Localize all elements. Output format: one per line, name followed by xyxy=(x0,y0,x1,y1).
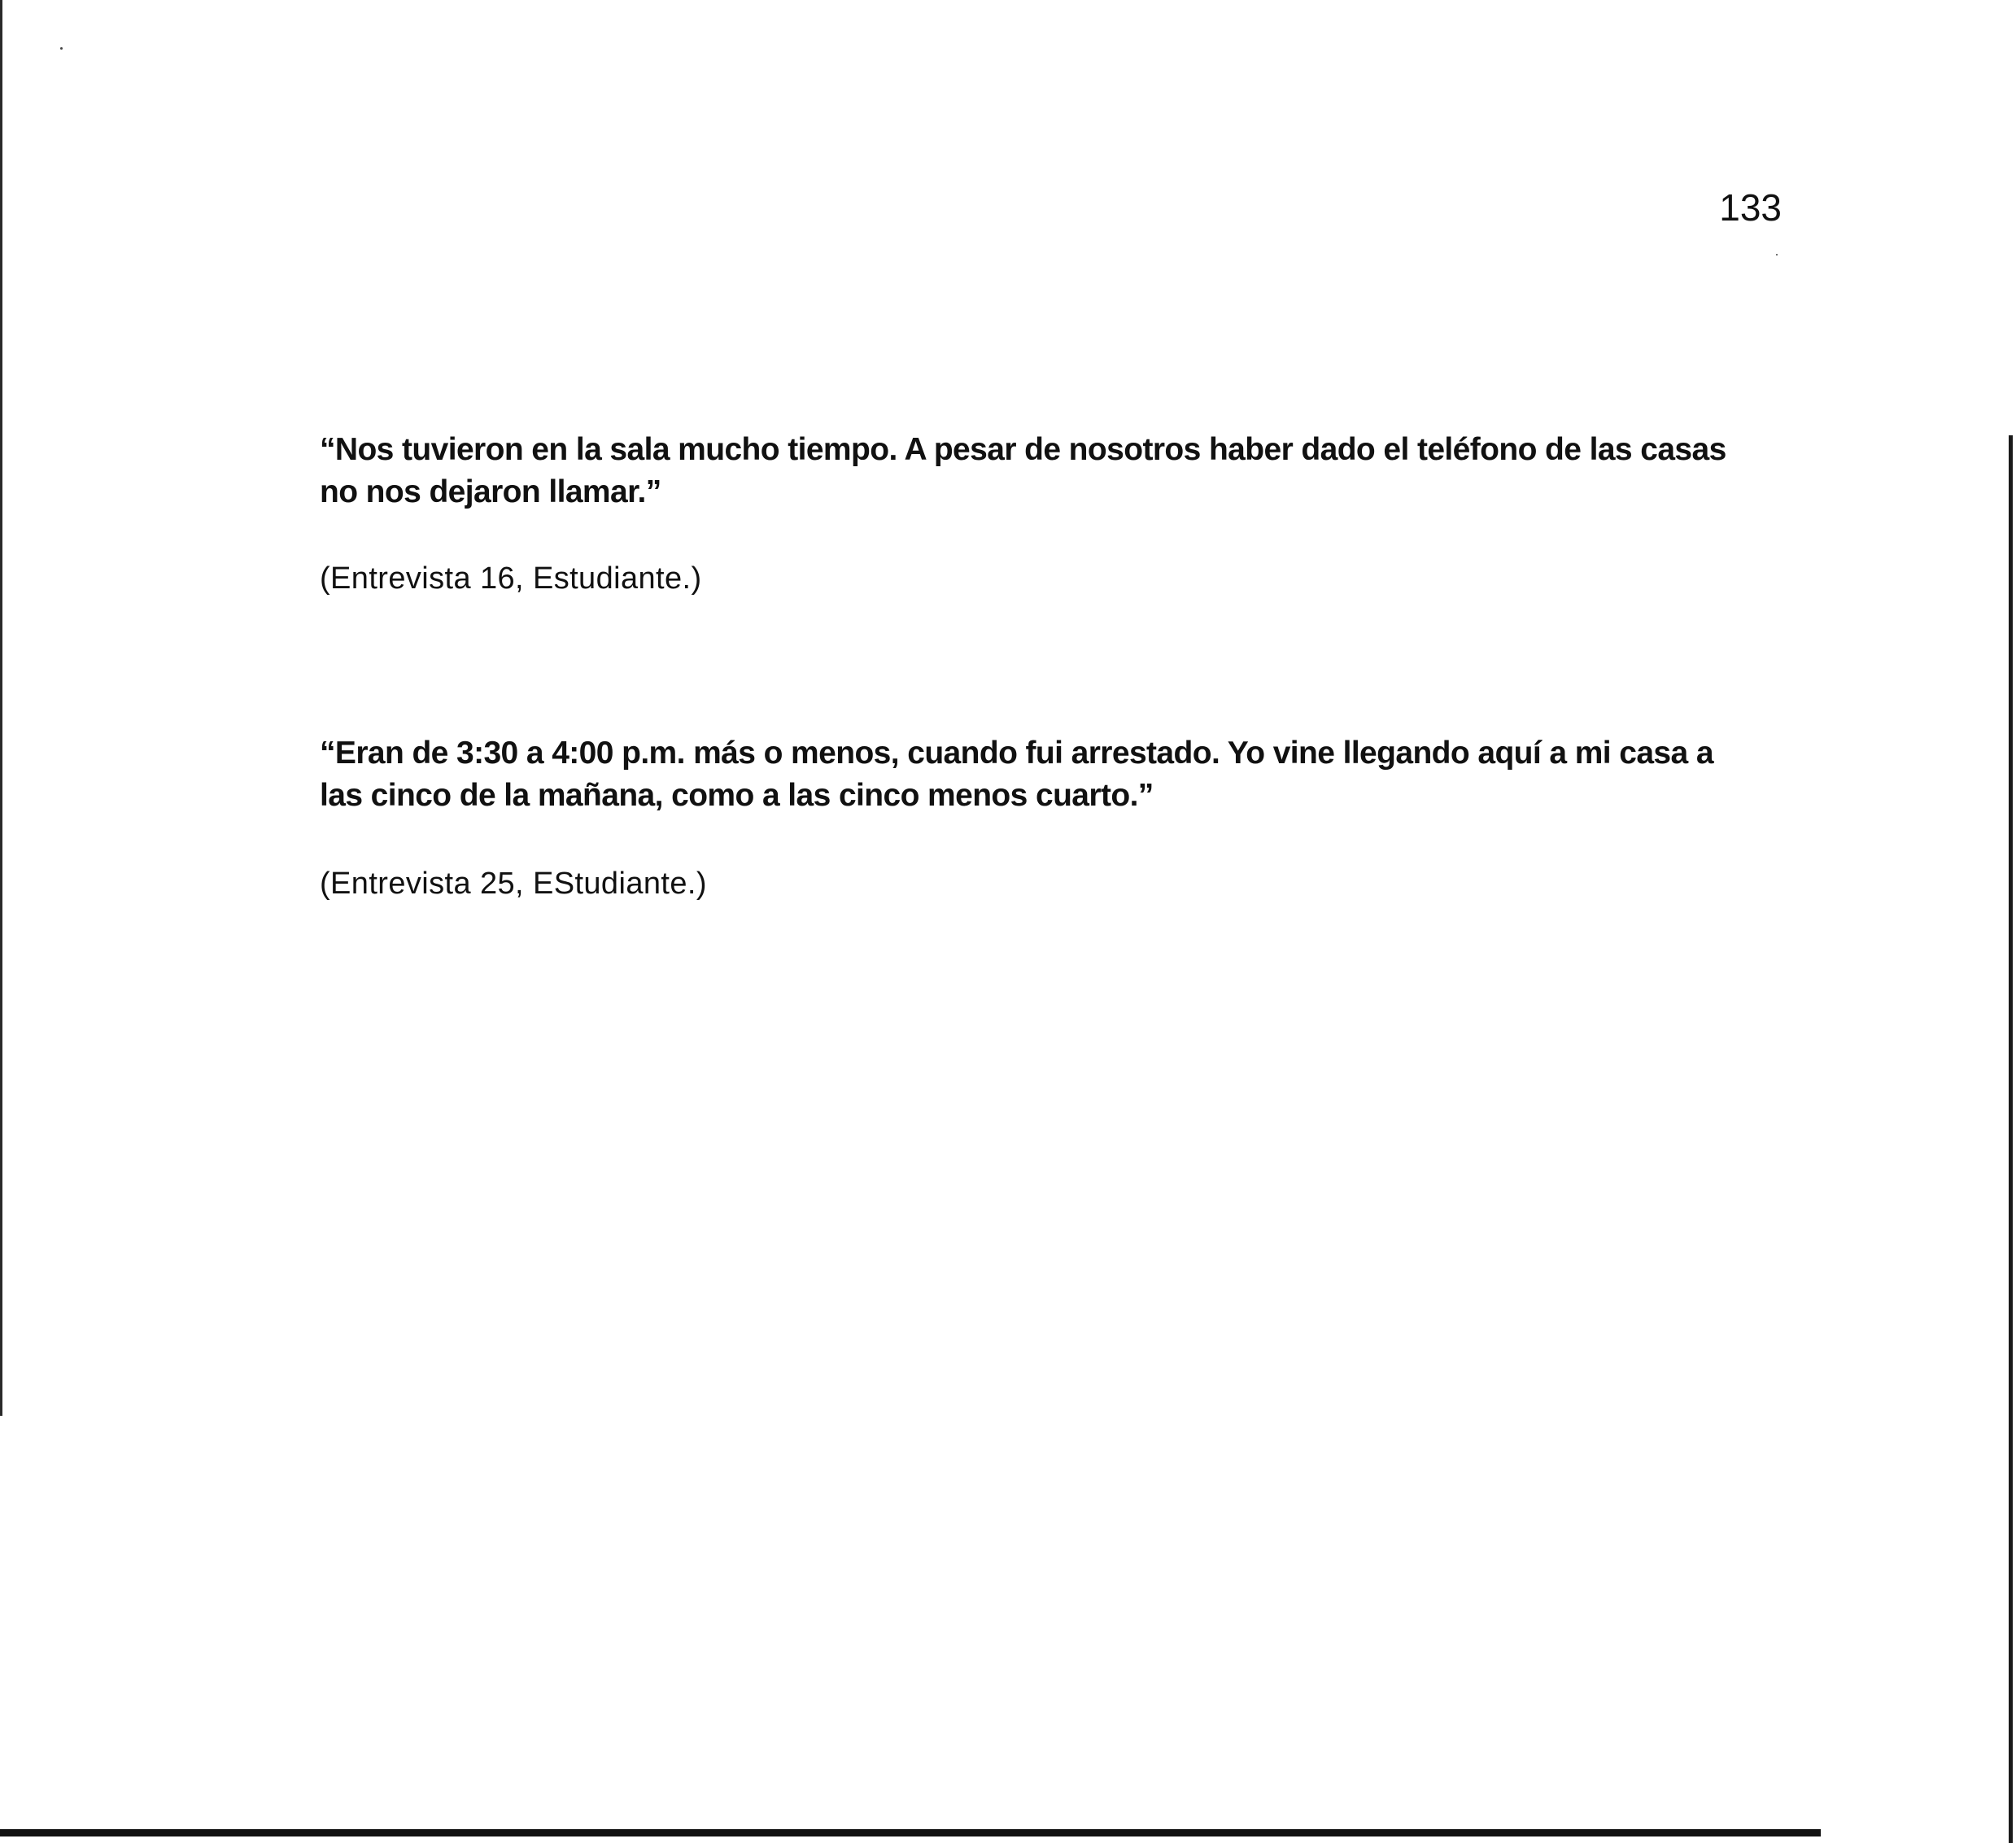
interview-quote xyxy=(320,732,1792,817)
quote-line: “Eran de 3:30 a 4:00 p.m. más o menos, cuando fui arrestado. Yo vine llegando aquí a mi casa a xyxy=(320,736,1713,771)
interview-quote xyxy=(320,429,1792,513)
quote-line: las cinco de la mañana, como a las cinco menos cuarto.” xyxy=(320,778,1154,813)
interview-source: (Entrevista 16, Estudiante.) xyxy=(320,561,702,596)
scan-speck xyxy=(60,47,63,50)
scan-speck xyxy=(1776,254,1778,255)
scan-edge-right xyxy=(2009,435,2013,1843)
quote-line: no nos dejaron llamar.” xyxy=(320,474,661,509)
scan-edge-left xyxy=(0,0,2,1416)
page-number: 133 xyxy=(1719,186,1782,229)
interview-source: (Entrevista 25, EStudiante.) xyxy=(320,867,707,901)
scan-edge-bottom xyxy=(0,1829,1821,1836)
quote-line: “Nos tuvieron en la sala mucho tiempo. A pesar de nosotros haber dado el teléfono de las casas xyxy=(320,432,1726,467)
